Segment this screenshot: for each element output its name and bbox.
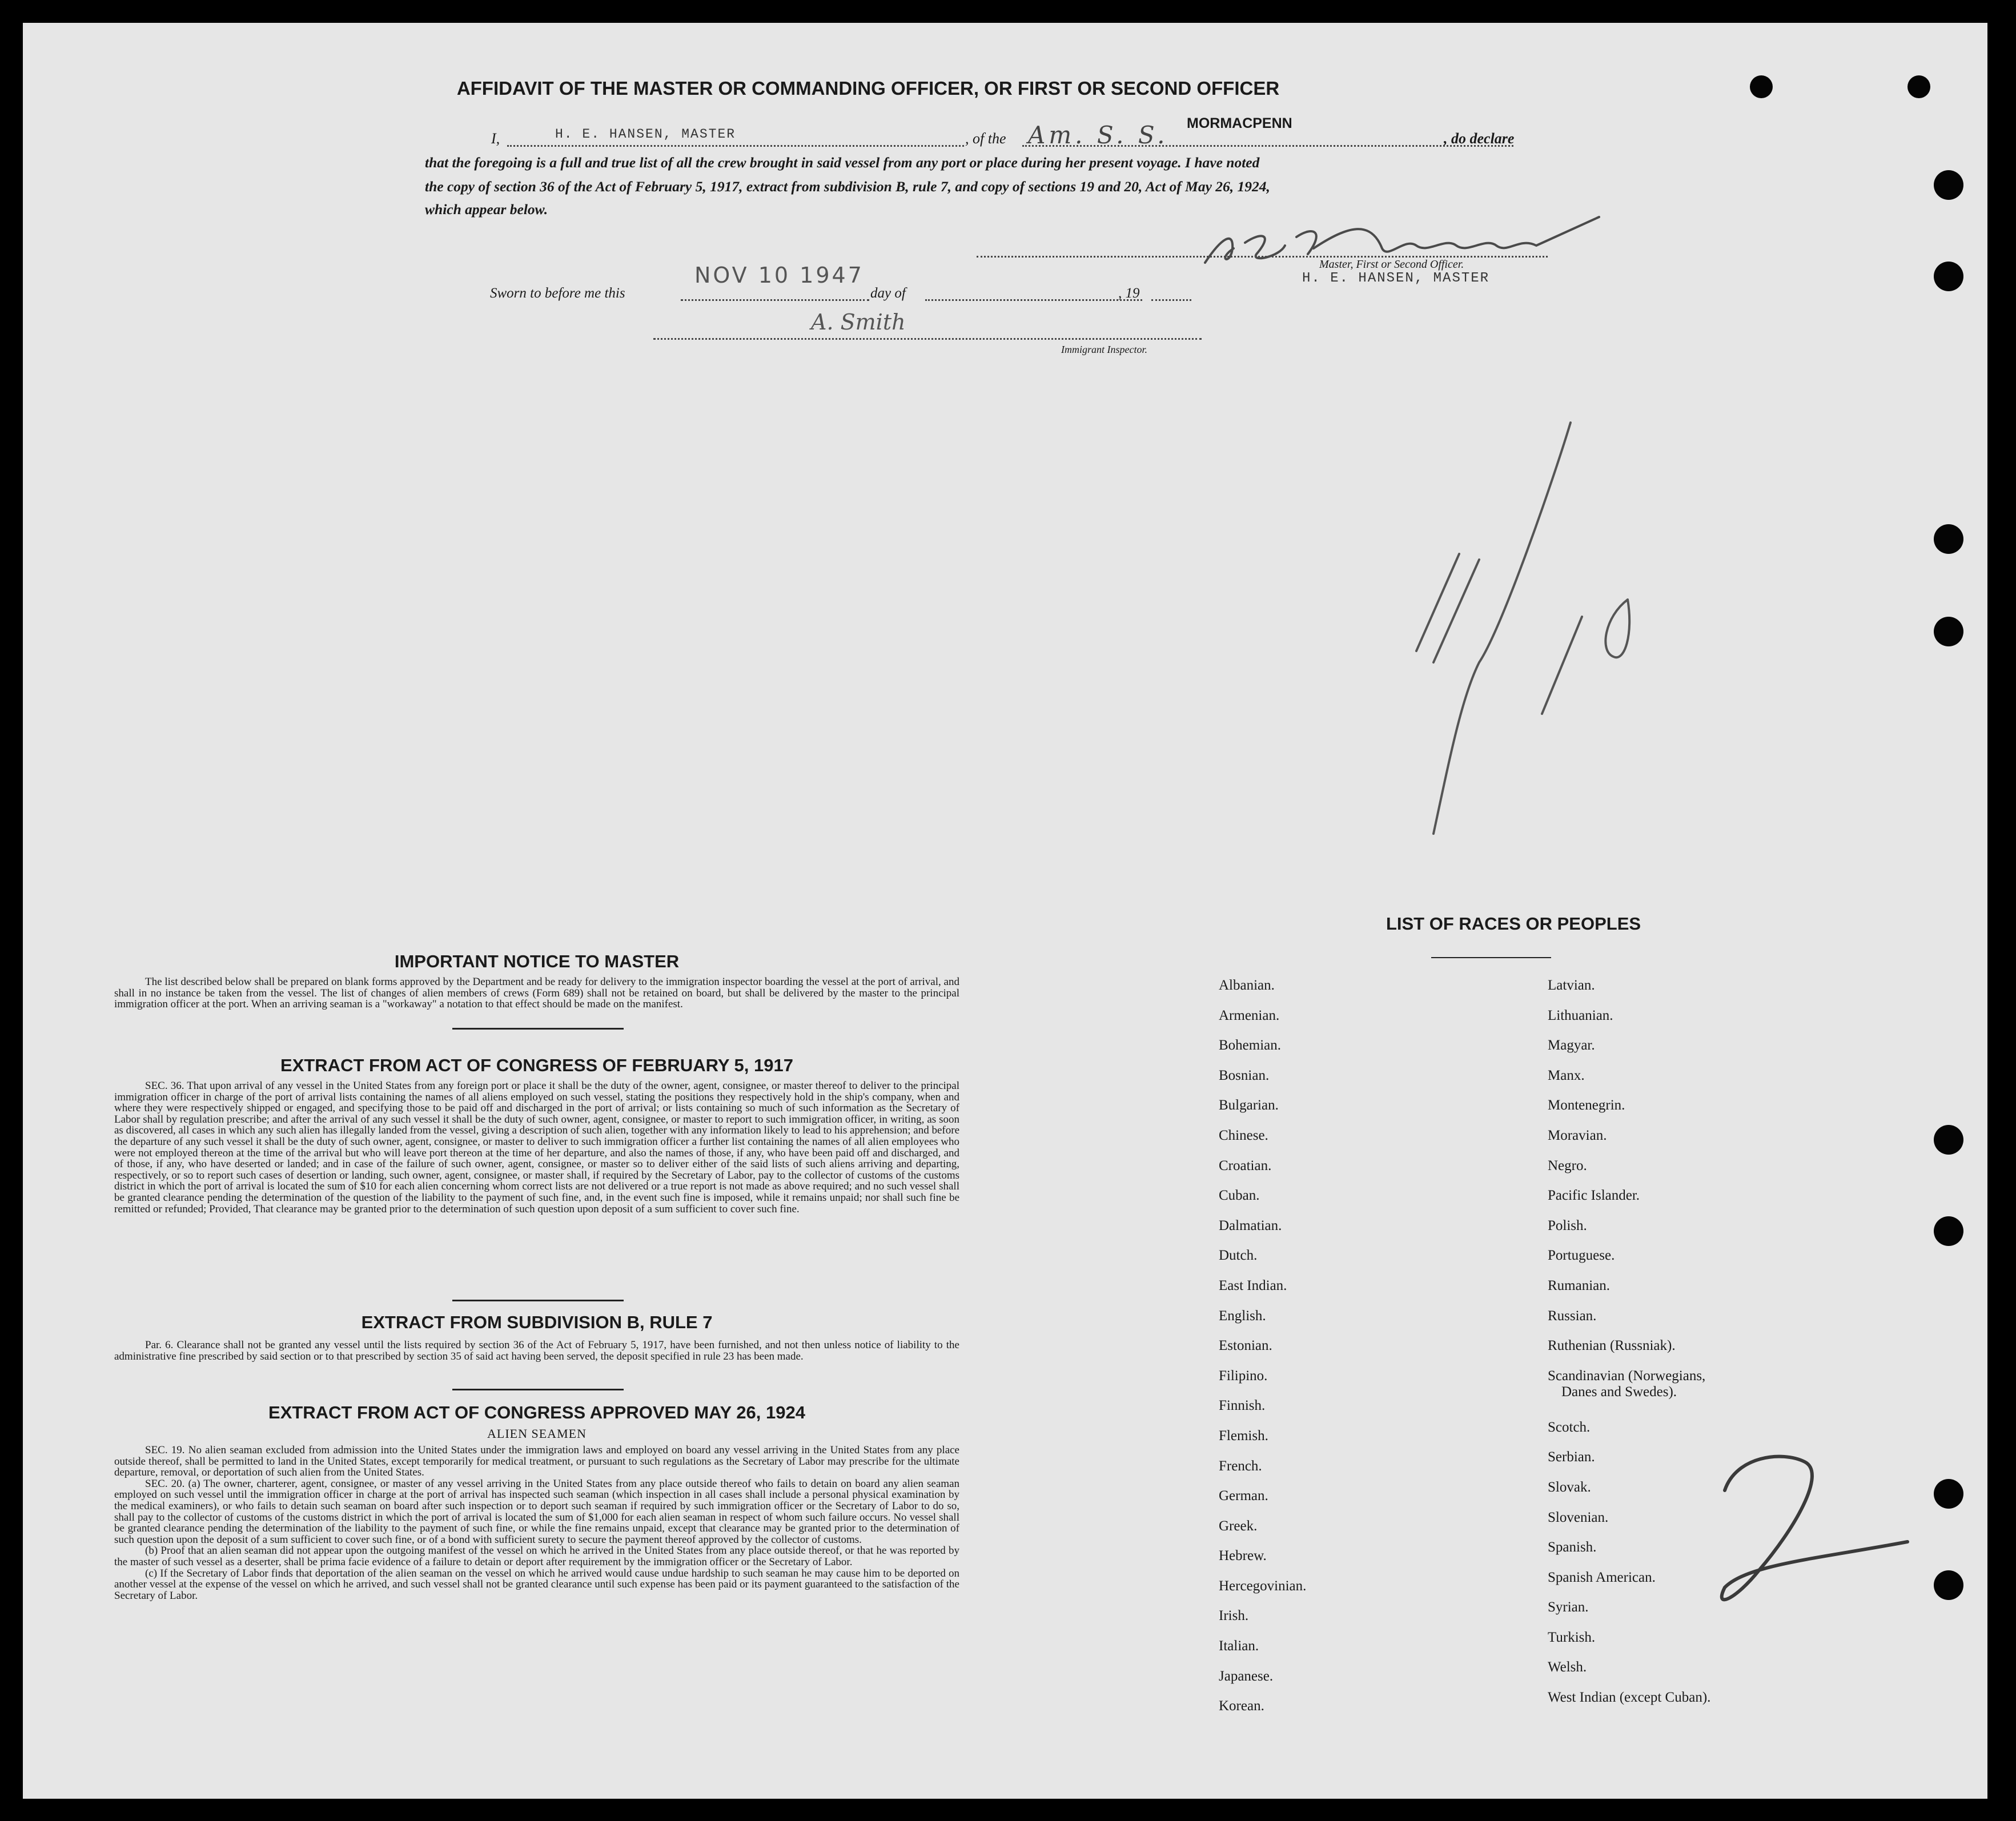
race-item: Spanish American. [1548, 1569, 1656, 1585]
signature-text: H E Hansen [1216, 254, 1220, 255]
punch-hole [1934, 524, 1963, 554]
notice-title: IMPORTANT NOTICE TO MASTER [394, 951, 680, 971]
punch-hole [1934, 1125, 1963, 1155]
inspector-signature-line [653, 337, 1202, 340]
race-item: Albanian. [1219, 978, 1275, 993]
extract-1917-text: SEC. 36. That upon arrival of any vessel in the United States from any foreign port or place it shall be the duty of the owner, agent, consignee, or master thereof to deliver to the principal immigration officer in charge of the port of arrival lists containing the names of all aliens employed on such vessel, stating the positions they respectively hold in the ship's company, when and where they were respectively shipped or engaged, and specifying those to be paid off and discharged in the port of arrival; or lists containing so much of such information as the Secretary of Labor shall by regulation prescribe; and after the arrival of any such vessel it shall be the duty of such owner, agent, consignee, or master to report to such immigration officer, in writing, as soon as discovered, all cases in which any such alien has illegally landed from the vessel, giving a description of such alien, together with any information likely to lead to his apprehension; and before the departure of any such vessel it shall be the duty of such owner, agent, consignee, or master to deliver to such immigration officer a further list containing the names of all alien employees who were not employed thereon at the time of the arrival but who will leave port thereon at the time of her departure, and also the names of those, if any, who have been paid off and discharged, and of those, if any, who have deserted or landed; and in case of the failure of such owner, agent, consignee, or master so to deliver either of the said lists of such aliens arriving and departing, respectively, or so to report such cases of desertion or landing, such owner, agent, consignee, or master shall, if required by the Secretary of Labor, pay to the collector of customs of the customs district in which the port of arrival is located the sum of $10 for each alien concerning whom correct lists are not delivered or a true report is not made as above required; and no such vessel shall be granted clearance pending the determination of the question of the liability to the payment of such fine, and, in the event such fine is imposed, while it remains unpaid; nor shall such fine be remitted or refunded; Provided, That clearance may be granted prior to the determination of such question upon deposit of a sum sufficient to cover such fine. [114, 1080, 959, 1215]
races-column-1 [1219, 978, 1481, 1728]
punch-hole [1750, 75, 1773, 98]
race-item: Bulgarian. [1219, 1098, 1279, 1113]
divider [452, 1300, 624, 1301]
i-label: I, [491, 130, 500, 147]
race-item: Dalmatian. [1219, 1217, 1282, 1233]
do-declare-label: , do declare [1444, 130, 1515, 147]
affidavit-line-1 [491, 115, 1548, 152]
race-item: West Indian (except Cuban). [1548, 1690, 1711, 1706]
race-item: Slovak. [1548, 1479, 1591, 1495]
race-item: Japanese. [1219, 1668, 1274, 1684]
sec-20c: (c) If the Secretary of Labor finds that deportation of the alien seaman on the vessel on which he arrived would cause undue hardship to such seaman he may cause him to be deported on another vessel at the expense of the vessel on which he arrived, and such vessel shall not be granted clearance until such expense has been paid or its payment guaranteed to the satisfaction of the Secretary of Labor. [114, 1567, 959, 1602]
race-item: Chinese. [1219, 1127, 1268, 1143]
divider [452, 1028, 624, 1030]
race-item: Rumanian. [1548, 1277, 1611, 1293]
race-item: Montenegrin. [1548, 1098, 1625, 1113]
extract-1924-subtitle: ALIEN SEAMEN [487, 1426, 587, 1441]
race-item: Ruthenian (Russniak). [1548, 1338, 1676, 1354]
race-item: Greek. [1219, 1518, 1258, 1534]
declaration-line-4: which appear below. [425, 201, 548, 218]
extract-rule7-title: EXTRACT FROM SUBDIVISION B, RULE 7 [361, 1312, 713, 1332]
document-page [23, 23, 1987, 1799]
race-item: Estonian. [1219, 1338, 1272, 1354]
race-item: Welsh. [1548, 1659, 1587, 1675]
race-item: Flemish. [1219, 1428, 1268, 1444]
extract-rule7-text: Par. 6. Clearance shall not be granted any vessel until the lists required by section 36 of the Act of February 5, 1917, have been furnished, and not then unless notice of liability to the administrative fine prescribed by said section or to that prescribed by section 35 of said act having been served, the deposit specified in rule 23 has been made. [114, 1339, 959, 1362]
date-stamp: NOV 10 1947 [694, 263, 864, 288]
race-item: Irish. [1219, 1608, 1249, 1624]
race-item: Hebrew. [1219, 1548, 1267, 1564]
race-item: Polish. [1548, 1217, 1587, 1233]
punch-hole [1934, 617, 1963, 646]
punch-hole [1934, 262, 1963, 291]
race-item-scandinavian: Scandinavian (Norwegians, [1548, 1368, 1706, 1384]
vessel-name-typed: MORMACPENN [1187, 115, 1292, 131]
race-item [1548, 1368, 1868, 1420]
race-item: Korean. [1219, 1698, 1264, 1714]
affidavit-title: AFFIDAVIT OF THE MASTER OR COMMANDING OFFICER, OR FIRST OR SECOND OFFICER [456, 78, 1280, 99]
race-item: Croatian. [1219, 1157, 1272, 1173]
handwritten-fraction-11-10 [1393, 411, 1633, 845]
inspector-caption: Immigrant Inspector. [1061, 344, 1147, 355]
sworn-label: Sworn to before me this [490, 286, 625, 301]
typed-signature: H. E. HANSEN, MASTER [1302, 271, 1490, 286]
fraction-text: 11/10 [1393, 411, 1395, 412]
divider [452, 1389, 624, 1390]
inspector-signature: A. Smith [811, 309, 906, 335]
extract-1924-title: EXTRACT FROM ACT OF CONGRESS APPROVED MAY 26, 1924 [268, 1402, 805, 1422]
race-item: Pacific Islander. [1548, 1188, 1640, 1204]
race-item: Bosnian. [1219, 1067, 1270, 1083]
sworn-year-blank [1151, 298, 1191, 301]
race-item: Syrian. [1548, 1599, 1589, 1615]
sworn-month-blank [925, 298, 1142, 301]
race-item: Finnish. [1219, 1398, 1266, 1414]
race-item: French. [1219, 1458, 1262, 1474]
races-title: LIST OF RACES OR PEOPLES [1386, 914, 1641, 934]
punch-hole [1934, 1216, 1963, 1246]
of-the-label: , of the [965, 130, 1006, 147]
race-item: Slovenian. [1548, 1509, 1609, 1525]
race-item: Armenian. [1219, 1007, 1280, 1023]
race-item: Hercegovinian. [1219, 1578, 1307, 1594]
race-item: Manx. [1548, 1067, 1585, 1083]
declaration-line-2: that the foregoing is a full and true list of all the crew brought in said vessel from any port or place during her present voyage. I have noted [425, 154, 1260, 171]
race-item: Magyar. [1548, 1038, 1595, 1054]
sec-20a: SEC. 20. (a) The owner, charterer, agent, consignee, or master of any vessel arriving in the United States from any place outside thereof who fails to detain on board any alien seaman employed on such vessel until the immigration officer in charge at the port of arrival has inspected such seaman (which inspection in all cases shall include a personal physical examination by the medical examiners), or who fails to detain such seaman on board after such inspection or to deport such seaman if required by such immigration officer or the Secretary of Labor to do so, shall pay to the collector of customs of the customs district in which the port of arrival is located the sum of $1,000 for each alien seaman in respect of whom such failure occurs. No vessel shall be granted clearance pending the determination of the liability to the payment of such fine, or while the fine remains unpaid, except that clearance may be granted prior to the determination of such question upon the deposit of a sum sufficient to cover such fine, or of a bond with sufficient surety to secure the payment thereof approved by the collector of customs. [114, 1477, 959, 1546]
sec-20b: (b) Proof that an alien seaman did not appear upon the outgoing manifest of the vessel on which he arrived in the United States from any place outside thereof, or that he was reported by the master of such vessel as a deserter, shall be prima facie evidence of a failure to detain or deport after requirement by the immigration officer or the Secretary of Labor. [114, 1545, 959, 1568]
race-item: Russian. [1548, 1308, 1597, 1324]
race-item: Bohemian. [1219, 1038, 1282, 1054]
race-item: Turkish. [1548, 1629, 1596, 1645]
year-label: , 19 [1118, 286, 1140, 301]
race-item: Moravian. [1548, 1127, 1607, 1143]
race-item: East Indian. [1219, 1277, 1287, 1293]
vessel-prefix-handwritten: Am. S. S. [1028, 121, 1168, 149]
notice-text: The list described below shall be prepared on blank forms approved by the Department and be ready for delivery to the immigration inspector boarding the vessel at the port of arrival, and shall in no instance be taken from the vessel. The list of changes of alien members of crews (Form 689) shall not be retained on board, but shall be delivered by the master to the principal immigration officer at the port. When an arriving seaman is a "workaway" a notation to that effect should be made on the manifest. [114, 976, 959, 1011]
race-item: Scotch. [1548, 1419, 1591, 1435]
punch-hole [1934, 170, 1963, 200]
declaration-line-3: the copy of section 36 of the Act of February 5, 1917, extract from subdivision B, rule 7, and copy of sections 19 and 20, Act of May 26, 1924, [425, 178, 1270, 195]
race-item: Filipino. [1219, 1368, 1268, 1384]
extract-1917-title: EXTRACT FROM ACT OF CONGRESS OF FEBRUARY 5, 1917 [280, 1055, 793, 1075]
race-item: Cuban. [1219, 1188, 1260, 1204]
race-item: Italian. [1219, 1638, 1259, 1654]
race-item: Portuguese. [1548, 1248, 1615, 1264]
master-name-typed: H. E. HANSEN, MASTER [555, 127, 736, 142]
race-item: Spanish. [1548, 1539, 1597, 1555]
signature-caption: Master, First or Second Officer. [1319, 258, 1464, 271]
sec-19: SEC. 19. No alien seaman excluded from admission into the United States under the immigration laws and employed on board any vessel arriving in the United States from any place outside thereof, shall be permitted to land in the United States, except temporarily for medical treatment, or pursuant to such regulations as the Secretary of Labor may prescribe for the ultimate departure, removal, or deportation of such alien from the United States. [114, 1444, 959, 1479]
race-item: Lithuanian. [1548, 1007, 1613, 1023]
race-item: Dutch. [1219, 1248, 1258, 1264]
race-item: Latvian. [1548, 978, 1595, 993]
extract-1924-text [114, 1445, 959, 1601]
divider [1431, 957, 1551, 958]
race-item: Serbian. [1548, 1449, 1595, 1465]
day-of-label: day of [870, 286, 906, 301]
race-item: English. [1219, 1308, 1266, 1324]
race-item: Negro. [1548, 1157, 1587, 1173]
sworn-day-blank [681, 298, 869, 301]
race-item: German. [1219, 1488, 1268, 1504]
races-column-2 [1548, 978, 1868, 1720]
race-item-continuation: Danes and Swedes). [1561, 1384, 1677, 1400]
punch-hole [1907, 75, 1930, 98]
